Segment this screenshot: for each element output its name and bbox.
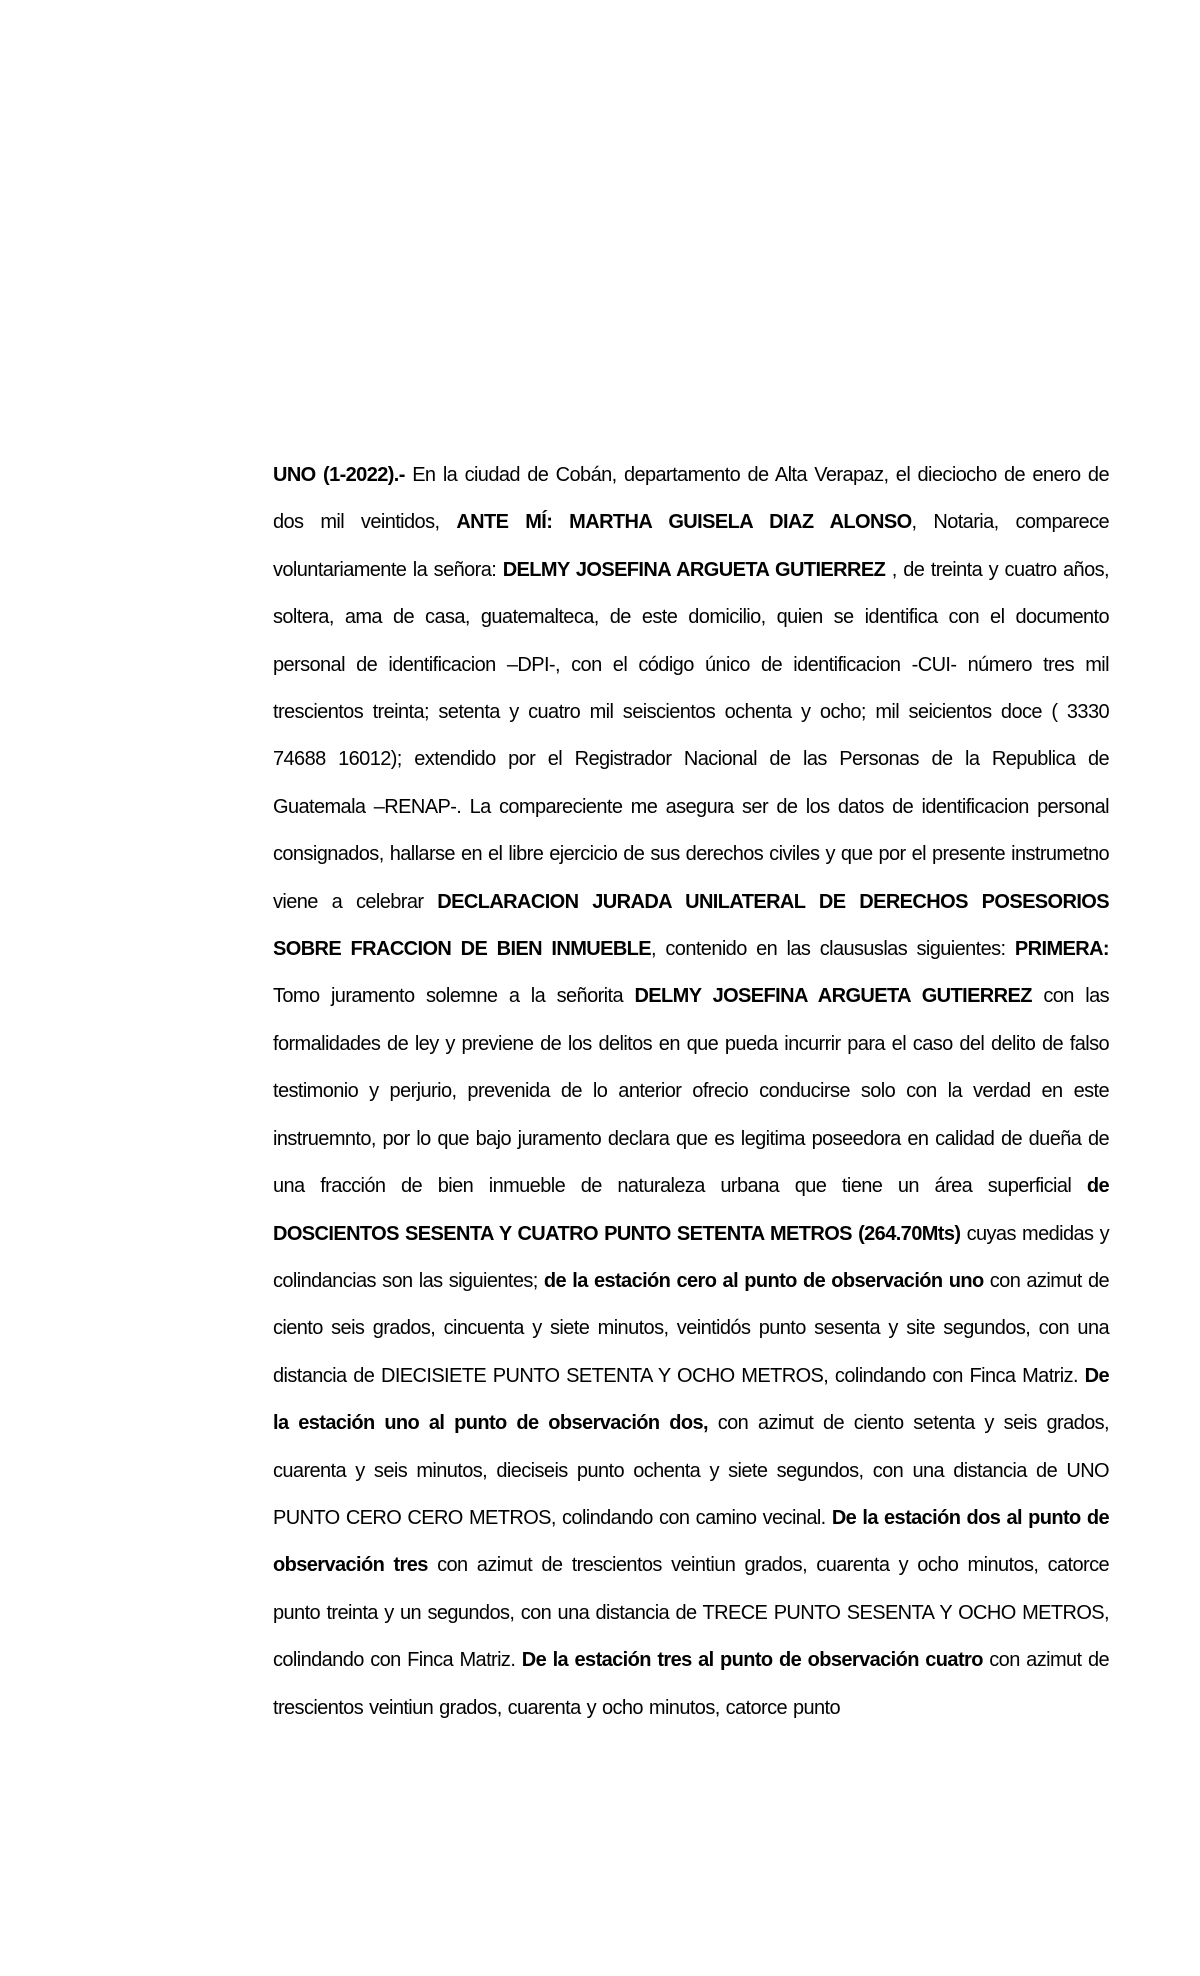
text-segment: con azimut de ciento seis grados, cincuenta y siete minutos, veintidós punto sesenta y site segundos, con una distancia de DIECISIETE PUNTO SETENTA Y OCHO METROS, colindando con Finca Matriz. [273, 1269, 1109, 1387]
declaration-title: DECLARACION JURADA UNILATERAL DE DERECHOS POSESORIOS SOBRE FRACCION DE BIEN INMUEBLE [273, 890, 1110, 961]
text-segment: , de treinta y cuatro años, soltera, ama de casa, guatemalteca, de este domicilio, quien se identifica con el documento personal de identificacion –DPI-, con el código único de identificacion -CUI- número tres mil trescientos treinta; setenta y cuatro mil seiscientos ochenta y ocho; mil seicientos doce ( 3330 74688 16012); extendido por el Registrador Nacional de las Personas de la Republica de Guatemala –RENAP-. La compareciente me asegura ser de los datos de identificacion personal consignados, hallarse en el libre ejercicio de sus derechos civiles y que por el presente instrumetno viene a celebrar [273, 558, 1109, 913]
text-segment: , contenido en las claususlas siguientes: [651, 938, 1015, 961]
appearing-party-name: DELMY JOSEFINA ARGUETA GUTIERREZ [634, 985, 1032, 1008]
text-segment: con las formalidades de ley y previene de los delitos en que pueda incurrir para el caso del delito de falso testimonio y perjurio, prevenida de lo anterior ofrecio conducirse solo con la verdad en este instruemnto, por lo que bajo juramento declara que es legitima poseedora en calidad de dueña de una fracción de bien inmueble de naturaleza urbana que tiene un área superficial [273, 985, 1109, 1198]
text-segment: cuyas medidas y colindancias son las siguientes; [273, 1222, 1109, 1292]
surface-area: de DOSCIENTOS SESENTA Y CUATRO PUNTO SETENTA METROS (264.70Mts) [273, 1175, 1109, 1245]
boundary-heading: de la estación cero al punto de observación uno [543, 1269, 984, 1292]
text-segment: con azimut de trescientos veintiun grados, cuarenta y ocho minutos, catorce punto [273, 1649, 1109, 1719]
text-segment: con azimut de trescientos veintiun grados, cuarenta y ocho minutos, catorce punto treinta y un segundos, con una distancia de TRECE PUNTO SESENTA Y OCHO METROS, colindando con Finca Matriz. [273, 1554, 1109, 1672]
text-segment: con azimut de ciento setenta y seis grados, cuarenta y seis minutos, dieciseis punto ochenta y siete segundos, con una distancia de UNO PUNTO CERO CERO METROS, colindando con camino vecinal. [273, 1412, 1110, 1529]
body-paragraph [273, 452, 1109, 1732]
appearing-party-name: DELMY JOSEFINA ARGUETA GUTIERREZ [502, 558, 886, 581]
notary-name: ANTE MÍ: MARTHA GUISELA DIAZ ALONSO [456, 511, 912, 534]
boundary-heading: De la estación uno al punto de observación dos, [273, 1364, 1109, 1435]
text-segment: En la ciudad de Cobán, departamento de Alta Verapaz, el dieciocho de enero de dos mil veintidos, [273, 464, 1109, 534]
boundary-heading: De la estación tres al punto de observación cuatro [521, 1649, 983, 1672]
text-segment: , Notaria, comparece voluntariamente la señora: [273, 511, 1109, 581]
act-number: UNO (1-2022).- [273, 464, 405, 486]
boundary-heading: De la estación dos al punto de observación tres [273, 1506, 1109, 1577]
document-body [273, 452, 1109, 1732]
text-segment: Tomo juramento solemne a la señorita [273, 985, 635, 1008]
clause-heading: PRIMERA: [1014, 938, 1109, 961]
